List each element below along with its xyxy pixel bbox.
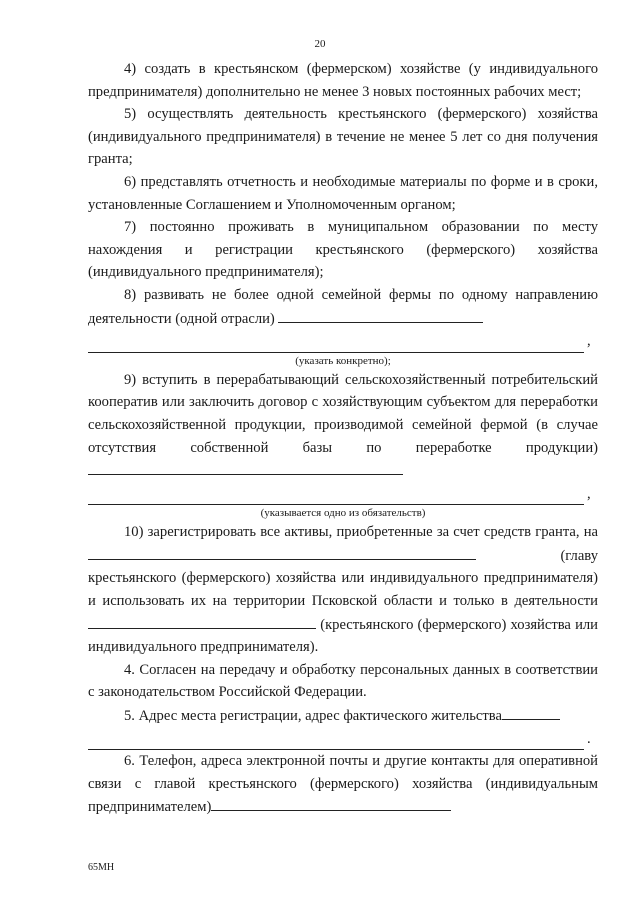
section-6-text: 6. Телефон, адреса электронной почты и другие контакты для оперативной связи с главой крестьянского (фермерского) хозяйства (индивидуальным предпринимателем) [88, 753, 598, 816]
item-6: 6) представлять отчетность и необходимые материалы по форме и в сроки, установленные Соглашением и Уполномоченным органом; [88, 173, 598, 213]
section-6-fill-line [211, 795, 451, 811]
item-10-text-a: 10) зарегистрировать все активы, приобретенные за счет средств гранта, на [124, 524, 598, 541]
item-8-blank-line [88, 337, 584, 353]
section-5-text: 5. Адрес места регистрации, адрес фактического жительства [124, 708, 502, 725]
item-10-text-c: (крестьянского (фермерского) хозяйства или индивидуального предпринимателя). [88, 616, 598, 656]
section-4-consent: 4. Согласен на передачу и обработку персональных данных в соответствии с законодательством Российской Федерации. [88, 661, 598, 701]
item-4: 4) создать в крестьянском (фермерском) хозяйстве (у индивидуального предпринимателя) дополнительно не менее 3 новых постоянных рабочих мест; [88, 61, 598, 100]
item-7: 7) постоянно проживать в муниципальном образовании по месту нахождения и регистрации крестьянского (фермерского) хозяйства (индивидуального предпринимателя); [88, 219, 598, 281]
item-8-comma: , [587, 333, 591, 350]
item-5: 5) осуществлять деятельность крестьянского (фермерского) хозяйства (индивидуального предпринимателя) в течение не менее 5 лет со дня получения гранта; [88, 106, 598, 168]
item-8-text: 8) развивать не более одной семейной фермы по одному направлению деятельности (одной отрасли) [88, 286, 598, 327]
item-10-text-b: (главу крестьянского (фермерского) хозяйства или индивидуального предпринимателя) и использовать их на территории Псковской области и только в деятельности [88, 547, 598, 610]
item-8 [88, 284, 598, 330]
section-5-address [88, 704, 598, 728]
item-9-text: 9) вступить в перерабатывающий сельскохозяйственный потребительский кооператив или заключить договор с хозяйствующим субъектом для переработки сельскохозяйственной продукции, производимой семейной фермой (в случае отсутствия собственной базы по переработке продукции) [88, 371, 598, 456]
item-10-activity-fill [88, 613, 316, 629]
document-body [88, 58, 598, 819]
footer-code: 65МН [88, 862, 115, 873]
section-5-fill-line [502, 704, 560, 720]
item-9-comma: , [587, 485, 591, 502]
item-9-caption: (указывается одно из обязательств) [260, 507, 426, 520]
item-10-recipient-fill [88, 544, 476, 560]
item-9-blank-line [88, 489, 584, 505]
section-5-full-line [88, 728, 598, 751]
item-8-fill-line [278, 307, 483, 323]
item-9-full-line [88, 483, 598, 506]
item-8-full-line [88, 330, 598, 353]
section-5-dot: . [587, 730, 591, 747]
section-5-blank-line [88, 734, 584, 750]
item-9 [88, 369, 598, 483]
page-number: 20 [314, 38, 326, 50]
item-9-fill-line [88, 459, 403, 475]
item-8-caption: (указать конкретно); [295, 354, 391, 367]
section-6-contacts [88, 750, 598, 819]
item-10 [88, 521, 598, 659]
